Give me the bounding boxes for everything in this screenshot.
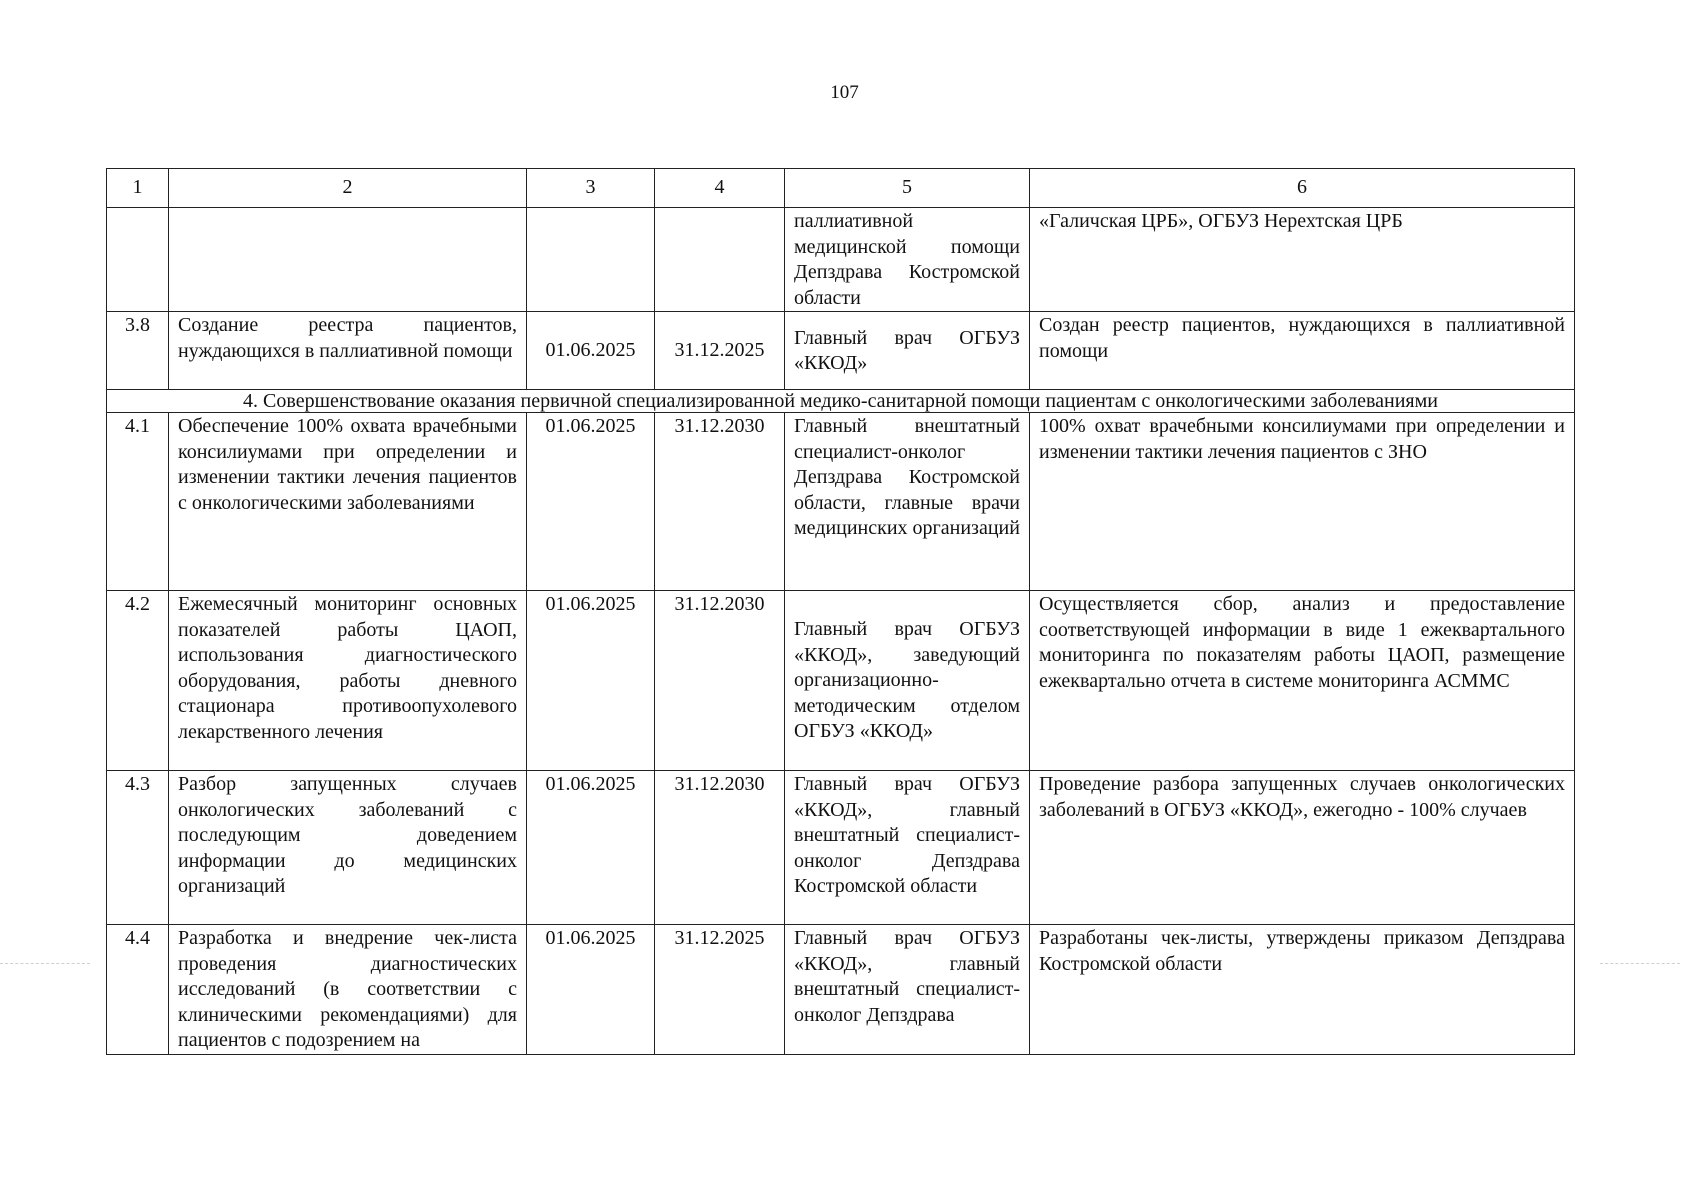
expected-result: Создан реестр пациентов, нуждающихся в паллиативной помощи [1030, 312, 1575, 390]
responsible-person: паллиативной медицинской помощи Депздрава Костромской области [785, 208, 1030, 312]
column-number-3: 3 [527, 169, 655, 208]
activity-name: Создание реестра пациентов, нуждающихся в паллиативной помощи [169, 312, 527, 390]
start-date: 01.06.2025 [527, 312, 655, 390]
start-date: 01.06.2025 [527, 925, 655, 1055]
responsible-person: Главный врач ОГБУЗ «ККОД», главный внештатный специалист-онколог Депздрава [785, 925, 1030, 1055]
scan-artifact-right [1600, 963, 1680, 965]
expected-result: Осуществляется сбор, анализ и предоставление соответствующей информации в виде 1 ежеквартального мониторинга по показателям работы ЦАОП, размещение ежеквартально отчета в системе мониторинга АСММС [1030, 591, 1575, 771]
expected-result: Проведение разбора запущенных случаев онкологических заболеваний в ОГБУЗ «ККОД», ежегодно - 100% случаев [1030, 771, 1575, 925]
page-number: 107 [830, 82, 859, 103]
activity-name: Обеспечение 100% охвата врачебными консилиумами при определении и изменении тактики лечения пациентов с онкологическими заболеваниями [169, 413, 527, 591]
column-number-5: 5 [785, 169, 1030, 208]
activity-name: Разработка и внедрение чек-листа проведения диагностических исследований (в соответствии с клиническими рекомендациями) для пациентов с подозрением на [169, 925, 527, 1055]
column-number-1: 1 [107, 169, 169, 208]
end-date: 31.12.2025 [655, 925, 785, 1055]
scan-artifact-left [0, 963, 90, 965]
end-date [655, 208, 785, 312]
activity-name: Ежемесячный мониторинг основных показателей работы ЦАОП, использования диагностического оборудования, работы дневного стационара противоопухолевого лекарственного лечения [169, 591, 527, 771]
expected-result: «Галичская ЦРБ», ОГБУЗ Нерехтская ЦРБ [1030, 208, 1575, 312]
expected-result: Разработаны чек-листы, утверждены приказом Депздрава Костромской области [1030, 925, 1575, 1055]
column-number-4: 4 [655, 169, 785, 208]
end-date: 31.12.2030 [655, 413, 785, 591]
expected-result: 100% охват врачебными консилиумами при определении и изменении тактики лечения пациентов с ЗНО [1030, 413, 1575, 591]
end-date: 31.12.2025 [655, 312, 785, 390]
row-number: 4.1 [107, 413, 169, 591]
table-row-4-4 [107, 925, 1575, 1055]
table-row-3-8 [107, 312, 1575, 390]
table-header-row [107, 169, 1575, 208]
column-number-6: 6 [1030, 169, 1575, 208]
start-date [527, 208, 655, 312]
section-header-row [107, 390, 1575, 413]
start-date: 01.06.2025 [527, 413, 655, 591]
end-date: 31.12.2030 [655, 771, 785, 925]
column-number-2: 2 [169, 169, 527, 208]
section-4-title: 4. Совершенствование оказания первичной специализированной медико-санитарной помощи пациентам с онкологическими заболеваниями [107, 390, 1575, 413]
activity-name: Разбор запущенных случаев онкологических заболеваний с последующим доведением информации до медицинских организаций [169, 771, 527, 925]
responsible-person: Главный врач ОГБУЗ «ККОД» [785, 312, 1030, 390]
table-row-continuation [107, 208, 1575, 312]
table-row-4-2 [107, 591, 1575, 771]
row-number: 4.2 [107, 591, 169, 771]
responsible-person: Главный внештатный специалист-онколог Депздрава Костромской области, главные врачи медицинских организаций [785, 413, 1030, 591]
row-number: 4.3 [107, 771, 169, 925]
row-number: 3.8 [107, 312, 169, 390]
table-row-4-3 [107, 771, 1575, 925]
row-number [107, 208, 169, 312]
end-date: 31.12.2030 [655, 591, 785, 771]
responsible-person: Главный врач ОГБУЗ «ККОД», заведующий организационно-методическим отделом ОГБУЗ «ККОД» [785, 591, 1030, 771]
activity-name [169, 208, 527, 312]
row-number: 4.4 [107, 925, 169, 1055]
activity-plan-table [106, 168, 1575, 1055]
table-row-4-1 [107, 413, 1575, 591]
responsible-person: Главный врач ОГБУЗ «ККОД», главный внештатный специалист-онколог Депздрава Костромской области [785, 771, 1030, 925]
start-date: 01.06.2025 [527, 591, 655, 771]
start-date: 01.06.2025 [527, 771, 655, 925]
